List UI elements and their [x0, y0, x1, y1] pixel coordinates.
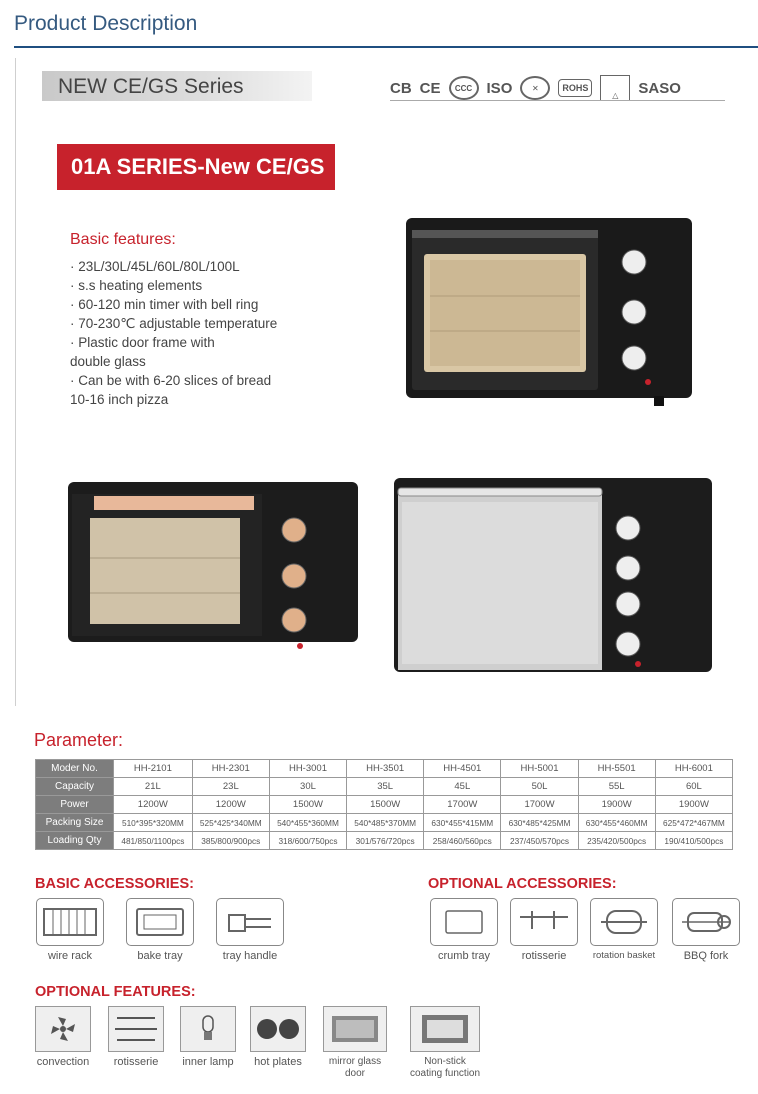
certification-logos [390, 74, 681, 102]
parameter-cell: 1500W [347, 796, 424, 814]
parameter-cell: 1500W [269, 796, 346, 814]
optional-features-title: OPTIONAL FEATURES: [35, 984, 196, 1000]
optional-accessories-title: OPTIONAL ACCESSORIES: [428, 876, 617, 892]
feature-item: · 60-120 min timer with bell ring [70, 297, 259, 312]
wire-rack-icon [36, 898, 104, 946]
parameter-row-label: Capacity [36, 778, 114, 796]
parameter-cell: 55L [578, 778, 655, 796]
oven-cavity-icon [410, 1006, 480, 1052]
parameter-cell: HH-3501 [347, 760, 424, 778]
iso-mark: ISO [486, 79, 513, 97]
parameter-cell: HH-6001 [655, 760, 732, 778]
accessory-rotation-basket [590, 898, 658, 962]
parameter-cell: 235/420/500pcs [578, 832, 655, 850]
feature-label: inner lamp [182, 1056, 234, 1068]
parameter-cell: 510*395*320MM [114, 814, 193, 832]
cb-mark: CB [390, 79, 412, 97]
bbq-fork-icon [672, 898, 740, 946]
parameter-cell: HH-2101 [114, 760, 193, 778]
tray-handle-icon [216, 898, 284, 946]
basic-features-list [70, 257, 277, 409]
rotisserie-feature-icon [108, 1006, 164, 1052]
accessory-label: bake tray [137, 950, 183, 962]
accessory-label: BBQ fork [683, 950, 729, 962]
lamp-icon [180, 1006, 236, 1052]
parameter-cell: 525*425*340MM [192, 814, 269, 832]
accessory-bbq-fork [672, 898, 740, 962]
parameter-cell: HH-5501 [578, 760, 655, 778]
feature-item: · 23L/30L/45L/60L/80L/100L [70, 259, 240, 274]
parameter-cell: 190/410/500pcs [655, 832, 732, 850]
parameter-cell: 21L [114, 778, 193, 796]
hot-plates-icon [250, 1006, 306, 1052]
basic-features-title: Basic features: [70, 231, 176, 248]
parameter-row-label: Power [36, 796, 114, 814]
parameter-cell: 630*485*425MM [501, 814, 578, 832]
accessory-tray-handle [216, 898, 284, 962]
parameter-cell: 630*455*415MM [424, 814, 501, 832]
parameter-cell: HH-3001 [269, 760, 346, 778]
feature-item: · Plastic door frame with double glass [70, 335, 215, 369]
parameter-title: Parameter: [34, 730, 124, 750]
parameter-cell: 540*455*360MM [269, 814, 346, 832]
parameter-cell: HH-2301 [192, 760, 269, 778]
parameter-cell: HH-5001 [501, 760, 578, 778]
crumb-tray-icon [430, 898, 498, 946]
parameter-cell: 45L [424, 778, 501, 796]
ccc-mark: CCC [449, 76, 479, 100]
triangle-mark-icon: △ [600, 75, 630, 101]
oven-image-mirror-door [392, 472, 714, 682]
accessory-label: rotation basket [592, 950, 656, 961]
parameter-cell: 60L [655, 778, 732, 796]
parameter-cell: 35L [347, 778, 424, 796]
rohs-mark: ROHS [558, 79, 592, 97]
parameter-cell: 258/460/560pcs [424, 832, 501, 850]
parameter-table [35, 759, 733, 850]
parameter-cell: 318/600/750pcs [269, 832, 346, 850]
content-border [15, 58, 16, 706]
parameter-cell: 30L [269, 778, 346, 796]
series-banner: 01A SERIES-New CE/GS [57, 144, 335, 190]
feature-convection [35, 1006, 91, 1068]
feature-label: Non-stick coating function [410, 1056, 481, 1079]
feature-hot-plates [250, 1006, 306, 1068]
accessory-wire-rack [36, 898, 104, 962]
parameter-cell: 1700W [501, 796, 578, 814]
feature-mirror-glass-door [323, 1006, 387, 1080]
mirror-door-icon [323, 1006, 387, 1052]
parameter-cell: 1700W [424, 796, 501, 814]
parameter-row-label: Moder No. [36, 760, 114, 778]
parameter-cell: 1200W [114, 796, 193, 814]
parameter-cell: 540*485*370MM [347, 814, 424, 832]
parameter-cell: 237/450/570pcs [501, 832, 578, 850]
parameter-row [36, 796, 733, 814]
parameter-cell: 301/576/720pcs [347, 832, 424, 850]
parameter-cell: 50L [501, 778, 578, 796]
parameter-row-label: Packing Size [36, 814, 114, 832]
oven-image-black [404, 196, 694, 406]
feature-inner-lamp [180, 1006, 236, 1068]
saso-mark: SASO [638, 79, 681, 97]
feature-label: convection [36, 1056, 90, 1068]
oven-image-rose-gold [66, 478, 362, 658]
accessory-crumb-tray [430, 898, 498, 962]
feature-label: rotisserie [113, 1056, 159, 1068]
accessory-label: tray handle [222, 950, 278, 962]
accessory-rotisserie [510, 898, 578, 962]
feature-label: hot plates [254, 1056, 302, 1068]
parameter-cell: 1900W [578, 796, 655, 814]
parameter-cell: 1200W [192, 796, 269, 814]
feature-item: · s.s heating elements [70, 278, 203, 293]
parameter-row [36, 832, 733, 850]
feature-label: mirror glass door [328, 1056, 382, 1079]
parameter-cell: 625*472*467MM [655, 814, 732, 832]
feature-non-stick-coating [410, 1006, 480, 1080]
feature-item: · Can be with 6-20 slices of bread 10-16 inch pizza [70, 373, 272, 407]
parameter-cell: HH-4501 [424, 760, 501, 778]
feature-item: · 70-230℃ adjustable temperature [70, 316, 278, 331]
accessory-bake-tray [126, 898, 194, 962]
accessory-label: crumb tray [438, 950, 490, 962]
parameter-row-label: Loading Qty [36, 832, 114, 850]
parameter-cell: 23L [192, 778, 269, 796]
parameter-row [36, 814, 733, 832]
parameter-row [36, 778, 733, 796]
cert-underline [390, 100, 725, 101]
ce-mark: CE [419, 79, 441, 97]
parameter-row [36, 760, 733, 778]
parameter-cell: 481/850/1100pcs [114, 832, 193, 850]
header-divider [14, 46, 758, 48]
basic-accessories-title: BASIC ACCESSORIES: [35, 876, 194, 892]
fan-icon [35, 1006, 91, 1052]
rotisserie-icon [510, 898, 578, 946]
rotation-basket-icon [590, 898, 658, 946]
series-band: NEW CE/GS Series [42, 71, 312, 101]
parameter-cell: 630*455*460MM [578, 814, 655, 832]
parameter-cell: 1900W [655, 796, 732, 814]
feature-rotisserie [108, 1006, 164, 1068]
x-mark-icon: ✕ [520, 76, 550, 100]
parameter-cell: 385/800/900pcs [192, 832, 269, 850]
page-title: Product Description [14, 12, 198, 35]
bake-tray-icon [126, 898, 194, 946]
accessory-label: wire rack [47, 950, 92, 962]
accessory-label: rotisserie [521, 950, 567, 962]
